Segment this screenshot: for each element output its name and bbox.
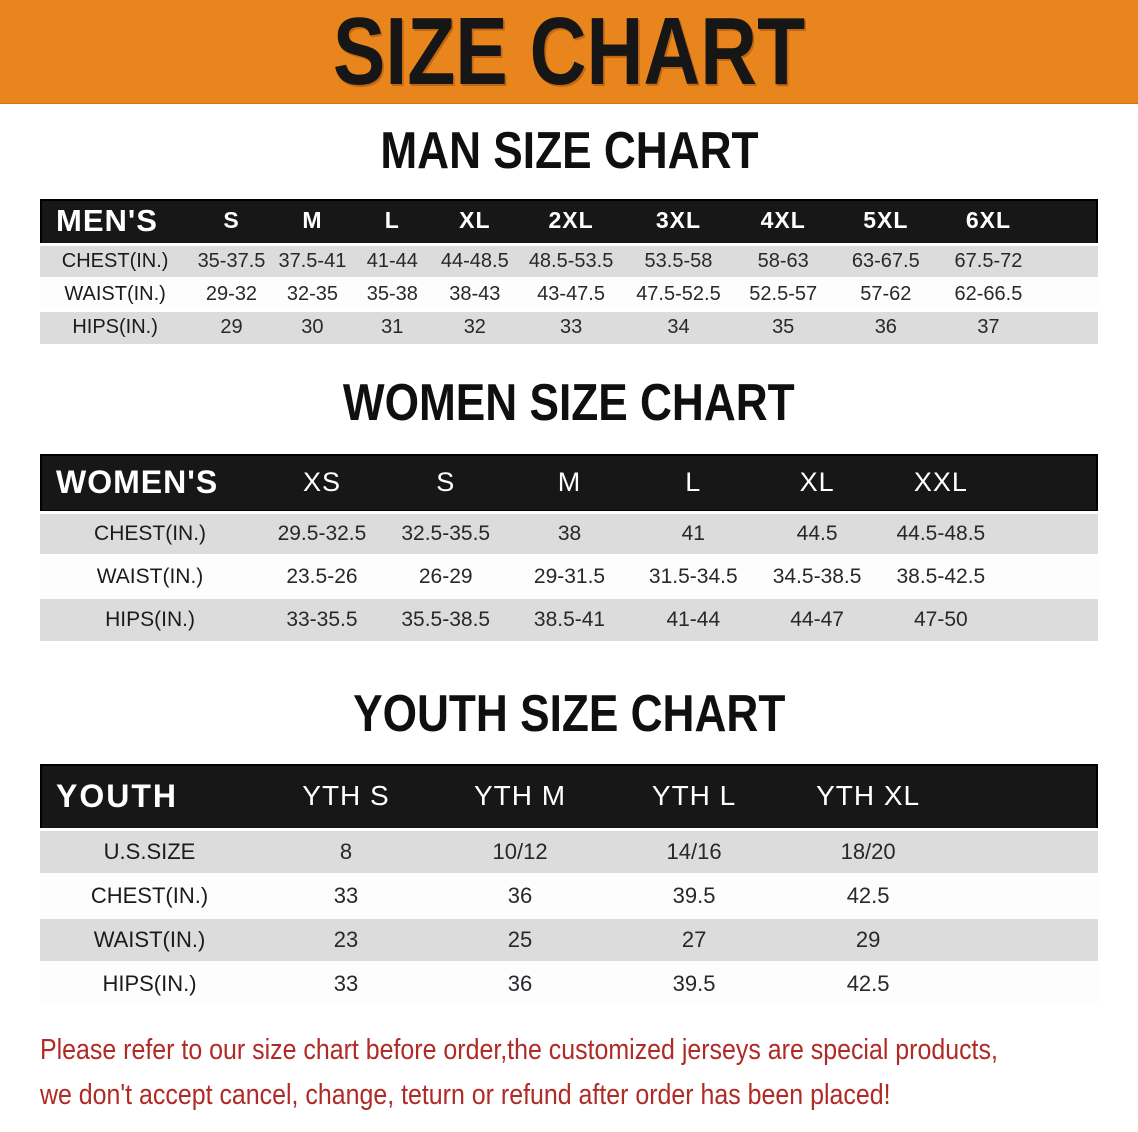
disclaimer-line-2: we don't accept cancel, change, teturn or refund after order has been placed!: [40, 1078, 891, 1111]
measurement-value: 30: [301, 316, 324, 339]
header-spacer: [1003, 454, 1098, 512]
measurement-value: 29.5-32.5: [277, 521, 367, 545]
measurement-value: 44-48.5: [440, 249, 509, 272]
measurement-value: 33: [333, 882, 359, 908]
measurement-value: 42.5: [846, 882, 890, 908]
size-column-header: 6XL: [965, 207, 1012, 234]
measurement-value: 26-29: [418, 564, 473, 588]
row-spacer: [1040, 311, 1098, 344]
women-header-row: [40, 454, 1098, 512]
measurement-label: CHEST(IN.): [61, 249, 169, 272]
women-section-heading: [0, 373, 1138, 432]
measurement-value: 29: [855, 926, 881, 952]
measurement-value: 63-67.5: [851, 249, 920, 272]
measurement-value: 58-63: [757, 249, 809, 272]
measurement-value: 44-47: [790, 608, 844, 632]
measurement-value: 33: [559, 316, 583, 339]
measurement-value: 29-31.5: [533, 564, 606, 588]
row-spacer: [1040, 245, 1098, 278]
header-spacer: [1040, 199, 1098, 245]
size-column-header: L: [384, 207, 400, 234]
size-column-header: XXL: [913, 466, 968, 497]
measurement-value: 23.5-26: [286, 564, 358, 588]
size-column-header: S: [223, 207, 240, 234]
measurement-row: [40, 830, 1098, 874]
measurement-value: 38-43: [449, 282, 501, 305]
measurement-label: U.S.SIZE: [103, 839, 196, 865]
table-corner-label: WOMEN'S: [56, 463, 219, 500]
size-column-header: 2XL: [548, 207, 594, 234]
measurement-row: [40, 278, 1098, 311]
measurement-value: 48.5-53.5: [528, 249, 614, 272]
measurement-value: 38.5-41: [533, 608, 606, 632]
banner: [0, 0, 1138, 104]
measurement-label: WAIST(IN.): [93, 926, 206, 952]
measurement-label: WAIST(IN.): [96, 564, 204, 588]
men-section: [0, 124, 1138, 344]
measurement-value: 36: [507, 971, 533, 997]
measurement-value: 47.5-52.5: [636, 282, 721, 305]
measurement-value: 44.5: [796, 521, 838, 545]
measurement-value: 47-50: [914, 608, 968, 632]
measurement-value: 41-44: [366, 249, 418, 272]
measurement-label: WAIST(IN.): [64, 282, 166, 305]
size-column-header: YTH XL: [816, 780, 921, 812]
measurement-label: CHEST(IN.): [90, 882, 209, 908]
men-table-body: [40, 245, 1098, 344]
measurement-row: [40, 311, 1098, 344]
measurement-value: 29-32: [205, 282, 258, 305]
size-column-header: L: [685, 466, 702, 497]
row-spacer: [1003, 555, 1098, 598]
measurement-value: 34: [667, 316, 690, 339]
measurement-value: 27: [681, 926, 707, 952]
measurement-value: 32-35: [286, 282, 338, 305]
measurement-label: HIPS(IN.): [72, 316, 158, 339]
measurement-row: [40, 962, 1098, 1006]
measurement-value: 62-66.5: [954, 282, 1023, 305]
measurement-value: 41-44: [666, 608, 721, 632]
measurement-row: [40, 918, 1098, 962]
row-spacer: [1003, 512, 1098, 555]
measurement-row: [40, 874, 1098, 918]
row-spacer: [955, 874, 1098, 918]
size-column-header: XL: [799, 466, 835, 497]
women-table-body: [40, 512, 1098, 641]
youth-section-heading: [0, 687, 1138, 742]
measurement-value: 29: [220, 316, 243, 339]
size-column-header: 3XL: [655, 207, 702, 234]
size-column-header: M: [557, 466, 582, 497]
measurement-value: 36: [507, 882, 533, 908]
measurement-value: 67.5-72: [954, 249, 1023, 272]
measurement-value: 36: [874, 316, 897, 339]
measurement-row: [40, 598, 1098, 641]
row-spacer: [955, 918, 1098, 962]
size-column-header: YTH L: [651, 780, 737, 812]
measurement-value: 25: [507, 926, 533, 952]
measurement-value: 31.5-34.5: [648, 564, 738, 588]
men-section-heading-text: MAN SIZE CHART: [379, 122, 759, 180]
youth-section: [0, 687, 1138, 1006]
size-column-header: XS: [302, 466, 341, 497]
size-column-header: XL: [459, 207, 491, 234]
header-spacer: [955, 764, 1098, 830]
row-spacer: [955, 830, 1098, 874]
measurement-value: 39.5: [672, 971, 716, 997]
measurement-value: 39.5: [672, 882, 716, 908]
measurement-value: 35: [772, 316, 795, 339]
measurement-row: [40, 245, 1098, 278]
women-section: [0, 373, 1138, 642]
measurement-value: 41: [681, 521, 705, 545]
measurement-value: 23: [333, 926, 359, 952]
measurement-value: 34.5-38.5: [772, 564, 862, 588]
size-column-header: M: [302, 207, 323, 234]
youth-header-row: [40, 764, 1098, 830]
size-column-header: 4XL: [760, 207, 806, 234]
row-spacer: [955, 962, 1098, 1006]
measurement-value: 32.5-35.5: [401, 521, 491, 545]
youth-section-heading-text: YOUTH SIZE CHART: [352, 685, 786, 744]
size-column-header: 5XL: [863, 207, 909, 234]
measurement-value: 52.5-57: [749, 282, 818, 305]
measurement-value: 37: [977, 316, 1000, 339]
measurement-value: 8: [339, 839, 353, 865]
youth-size-table: [40, 764, 1098, 1006]
size-column-header: YTH M: [473, 780, 567, 812]
measurement-value: 42.5: [846, 971, 890, 997]
measurement-value: 10/12: [492, 839, 548, 865]
measurement-label: HIPS(IN.): [102, 971, 197, 997]
disclaimer-line-1: Please refer to our size chart before order,the customized jerseys are special products,: [40, 1033, 998, 1066]
measurement-value: 18/20: [840, 839, 896, 865]
measurement-value: 43-47.5: [537, 282, 605, 305]
measurement-label: CHEST(IN.): [94, 521, 207, 545]
measurement-value: 33-35.5: [286, 608, 358, 632]
measurement-value: 35-38: [366, 282, 418, 305]
measurement-value: 37.5-41: [278, 249, 347, 272]
men-size-table: [40, 199, 1098, 344]
measurement-row: [40, 512, 1098, 555]
measurement-value: 57-62: [860, 282, 912, 305]
table-corner-label: YOUTH: [56, 777, 178, 814]
disclaimer: [0, 1030, 1138, 1120]
women-size-table: [40, 454, 1098, 641]
measurement-value: 44.5-48.5: [896, 521, 986, 545]
measurement-value: 35-37.5: [197, 249, 266, 272]
measurement-value: 35.5-38.5: [401, 608, 491, 632]
measurement-value: 33: [333, 971, 359, 997]
measurement-row: [40, 555, 1098, 598]
measurement-label: HIPS(IN.): [105, 608, 195, 632]
size-column-header: S: [436, 466, 456, 497]
measurement-value: 38: [557, 521, 582, 545]
row-spacer: [1003, 598, 1098, 641]
row-spacer: [1040, 278, 1098, 311]
measurement-value: 14/16: [666, 839, 722, 865]
measurement-value: 38.5-42.5: [896, 564, 986, 588]
size-column-header: YTH S: [302, 780, 390, 812]
measurement-value: 31: [381, 316, 404, 339]
banner-title: SIZE CHART: [332, 0, 806, 105]
measurement-value: 53.5-58: [644, 249, 713, 272]
measurement-value: 32: [463, 316, 486, 339]
women-section-heading-text: WOMEN SIZE CHART: [343, 373, 795, 432]
youth-table-body: [40, 830, 1098, 1006]
men-section-heading: [0, 124, 1138, 179]
table-corner-label: MEN'S: [56, 202, 158, 238]
men-header-row: [40, 199, 1098, 245]
